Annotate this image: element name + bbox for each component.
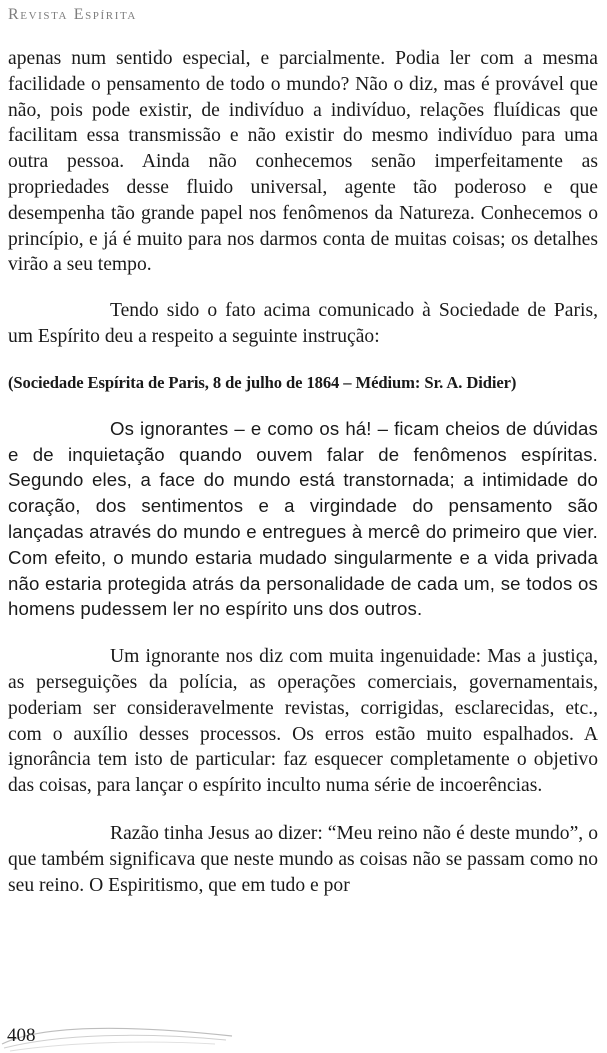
running-header: Revista Espírita [8, 6, 137, 23]
paragraph-fluid-theory: apenas num sentido especial, e parcialmente. Podia ler com a mesma facilidade o pensamento de todo o mundo? Não o diz, mas é provável que não, pois pode existir, de indivíduo a indivíduo, relações fluídicas que facilitam essa transmissão e não existir do mesmo indivíduo para uma outra pessoa. Ainda não conhecemos senão imperfeitamente as propriedades desse fluido universal, agente tão poderoso e que desempenha tão grande papel nos fenômenos da Natureza. Conhecemos o princípio, e já é muito para nos darmos conta de muitas coisas; os detalhes virão a seu tempo. [8, 48, 598, 276]
session-header: (Sociedade Espírita de Paris, 8 de julho de 1864 – Médium: Sr. A. Didier) [8, 372, 517, 392]
footer-swoosh-ornament [0, 1018, 240, 1053]
page-number: 408 [7, 1025, 36, 1046]
paragraph-society-intro: Tendo sido o fato acima comunicado à Sociedade de Paris, um Espírito deu a respeito a seguinte instrução: [8, 300, 598, 347]
paragraph-ignorant-says: Um ignorante nos diz com muita ingenuidade: Mas a justiça, as perseguições da polícia, as operações comerciais, governamentais, poderiam ser consideravelmente revistas, corrigidas, esclarecidas, etc., com o auxílio desses processos. Os erros estão muito espalhados. A ignorância tem isto de particular: faz esquecer completamente o objetivo das coisas, para lançar o espírito inculto numa série de incoerências. [8, 646, 598, 797]
paragraph-jesus-reign: Razão tinha Jesus ao dizer: “Meu reino não é deste mundo”, o que também significava que neste mundo as coisas não se passam como no seu reino. O Espiritismo, que em tudo e por [8, 822, 598, 896]
paragraph-ignorants: Os ignorantes – e como os há! – ficam cheios de dúvidas e de inquietação quando ouvem falar de fenômenos espíritas. Segundo eles, a face do mundo está transtornada; a intimidade do coração, dos sentimentos e a virgindade do pensamento são lançadas através do mundo e entregues à mercê do primeiro que vier. Com efeito, o mundo estaria mudado singularmente e a vida privada não estaria protegida atrás da personalidade de cada um, se todos os homens pudessem ler no espírito uns dos outros. [8, 417, 598, 620]
page-body [8, 46, 598, 898]
